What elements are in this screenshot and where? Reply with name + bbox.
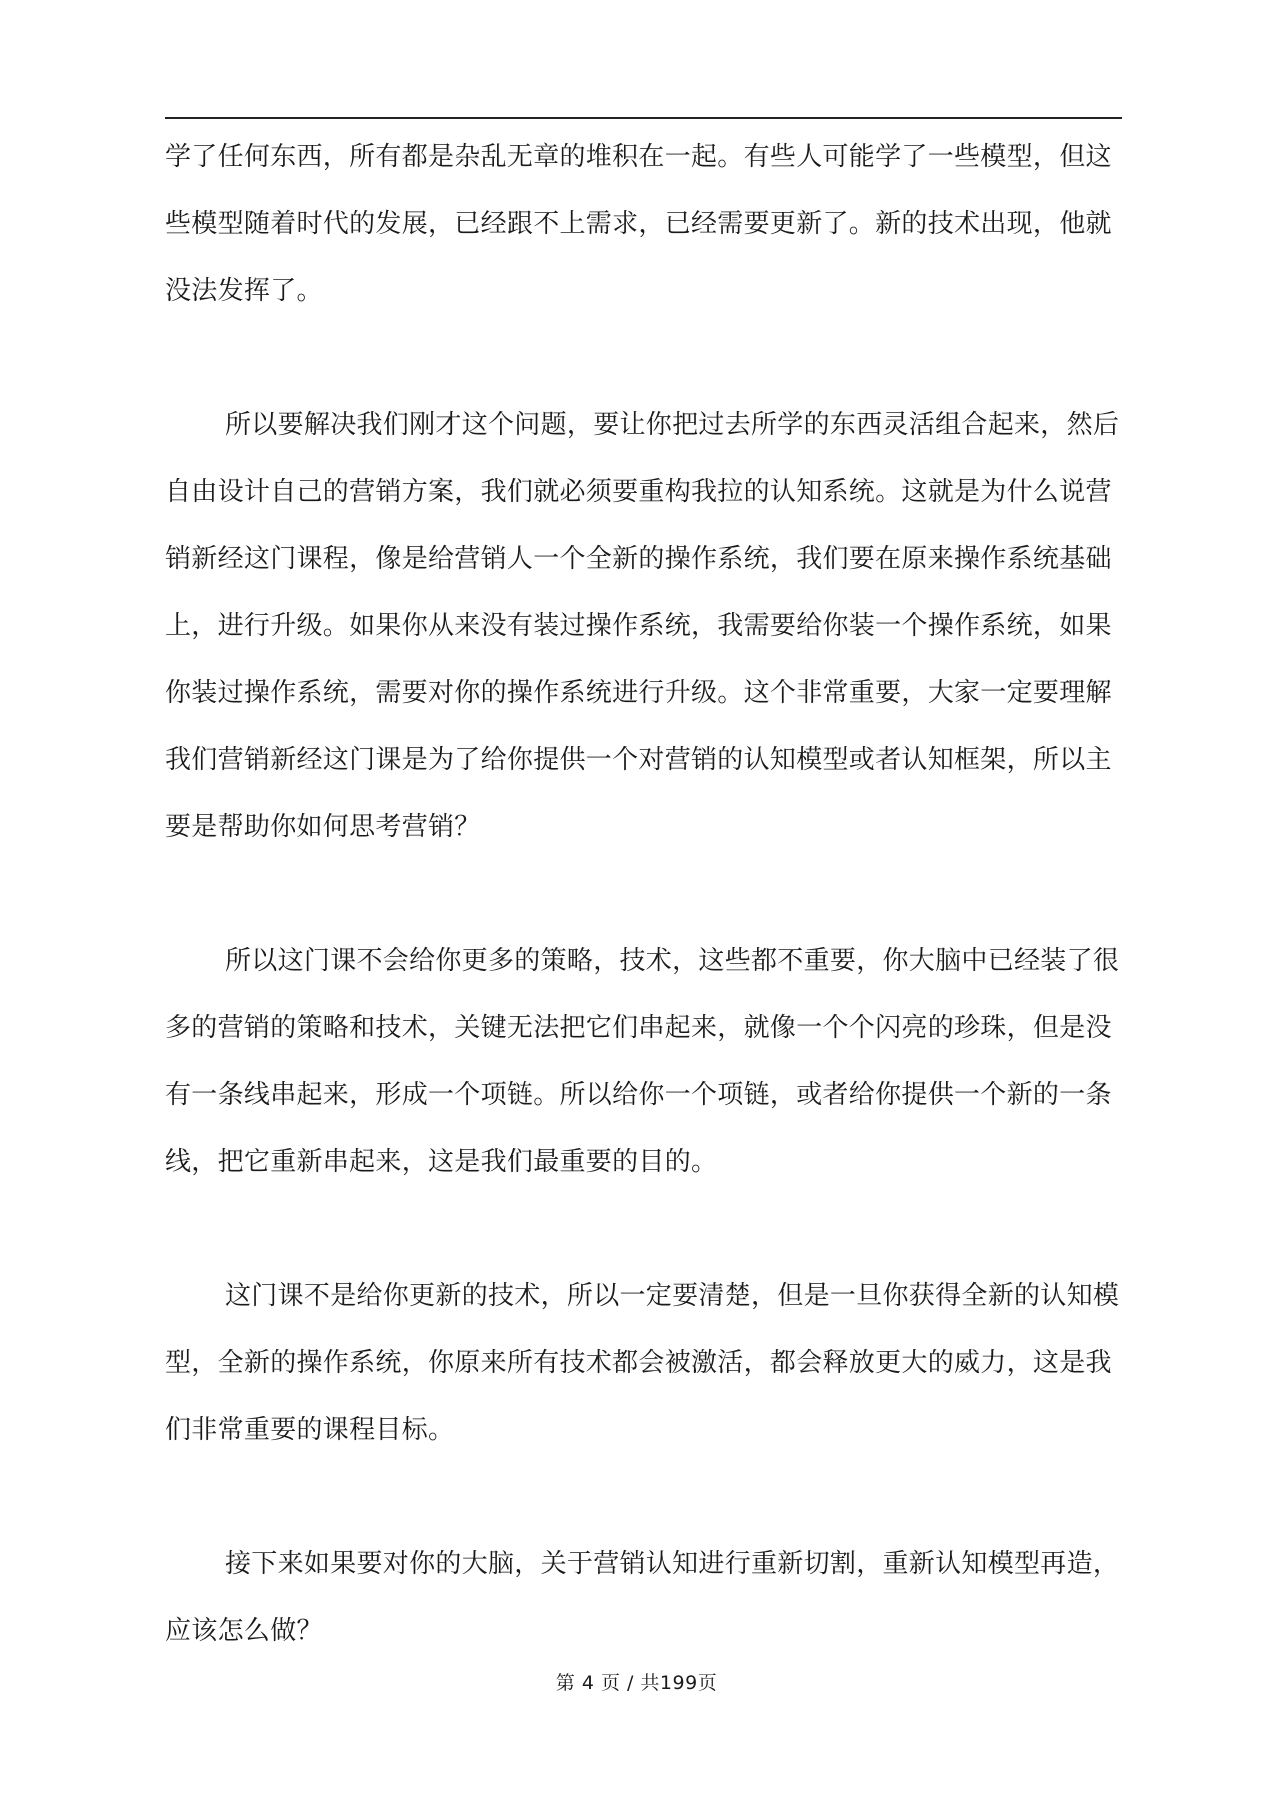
header-rule bbox=[165, 117, 1122, 119]
paragraph-continued: 学了任何东西，所有都是杂乱无章的堆积在一起。有些人可能学了一些模型，但这些模型随着时代的发展，已经跟不上需求，已经需要更新了。新的技术出现，他就没法发挥了。 bbox=[165, 142, 1112, 306]
paragraph: 这门课不是给你更新的技术，所以一定要清楚，但是一旦你获得全新的认知模型，全新的操作系统，你原来所有技术都会被激活，都会释放更大的威力，这是我们非常重要的课程目标。 bbox=[165, 1281, 1120, 1445]
document-body bbox=[165, 124, 1125, 1665]
paragraph: 所以要解决我们刚才这个问题，要让你把过去所学的东西灵活组合起来，然后自由设计自己的营销方案，我们就必须要重构我拉的认知系统。这就是为什么说营销新经这门课程，像是给营销人一个全新的操作系统，我们要在原来操作系统基础上，进行升级。如果你从来没有装过操作系统，我需要给你装一个操作系统，如果你装过操作系统，需要对你的操作系统进行升级。这个非常重要，大家一定要理解我们营销新经这门课是为了给你提供一个对营销的认知模型或者认知框架，所以主要是帮助你如何思考营销？ bbox=[165, 410, 1120, 842]
paragraph: 所以这门课不会给你更多的策略，技术，这些都不重要，你大脑中已经装了很多的营销的策略和技术，关键无法把它们串起来，就像一个个闪亮的珍珠，但是没有一条线串起来，形成一个项链。所以给你一个项链，或者给你提供一个新的一条线，把它重新串起来，这是我们最重要的目的。 bbox=[165, 946, 1120, 1177]
page-number-footer: 第 4 页 / 共199页 bbox=[555, 1672, 718, 1694]
paragraph: 接下来如果要对你的大脑，关于营销认知进行重新切割，重新认知模型再造，应该怎么做？ bbox=[165, 1549, 1120, 1646]
